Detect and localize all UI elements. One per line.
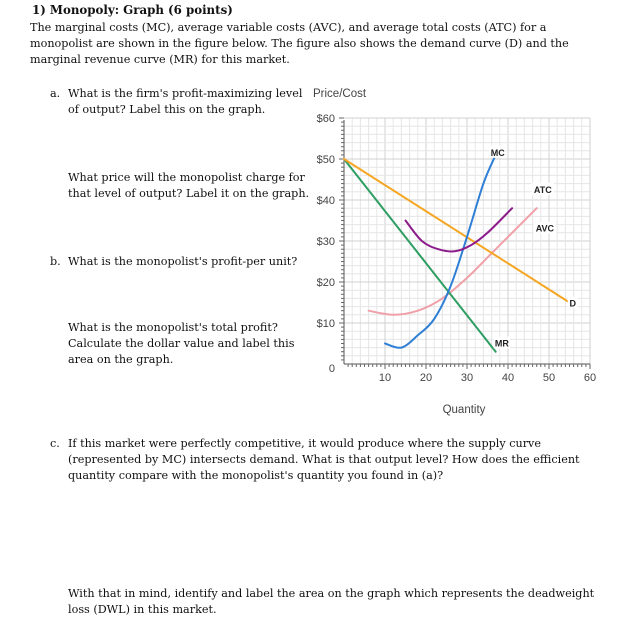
series-label-d: D [569,298,577,309]
question-b-line: What is the monopolist's profit-per unit? [68,255,298,268]
y-tick-label: $50 [316,154,335,166]
question-a2-line: that level of output? Label it on the graph. [68,187,310,200]
y-tick-label: $40 [316,195,335,207]
y-tick-label: $30 [316,236,335,248]
question-b2-line: area on the graph. [68,353,174,366]
y-axis-label: Price/Cost [313,88,367,100]
intro-line: marginal revenue curve (MR) for this market. [30,53,290,66]
question-c-line: If this market were perfectly competitive, it would produce where the supply curve [68,437,541,450]
x-tick-label: 10 [378,372,392,384]
question-b2-line: Calculate the dollar value and label this [68,337,295,350]
question-b2-line: What is the monopolist's total profit? [68,321,278,334]
question-c-line: (represented by MC) intersects demand. What is that output level? How does the efficient [68,453,580,466]
series-label-mr: MR [494,338,509,349]
x-tick-label: 50 [542,372,556,384]
x-tick-label: 60 [583,372,597,384]
question-c2-line: With that in mind, identify and label the area on the graph which represents the deadweight [68,587,595,600]
intro-line: The marginal costs (MC), average variable costs (AVC), and average total costs (ATC) for a [30,21,547,34]
question-a-line: of output? Label this on the graph. [68,103,266,116]
y-tick-label: $60 [316,113,335,125]
question-a-marker: a. [50,87,61,100]
question-c-line: quantity compare with the monopolist's quantity you found in (a)? [68,469,444,482]
x-tick-label: 40 [501,372,515,384]
series-label-avc: AVC [535,223,555,234]
series-label-mc: MC [490,147,505,158]
x-tick-label: 20 [419,372,433,384]
x-tick-label: 30 [460,372,474,384]
question-title: 1) Monopoly: Graph (6 points) [32,3,233,17]
series-label-atc: ATC [533,184,552,195]
y-tick-label: $20 [316,277,335,289]
question-c-marker: c. [50,437,60,450]
x-axis-label: Quantity [442,404,486,416]
intro-line: monopolist are shown in the figure below. The figure also shows the demand curve (D) and the [30,37,569,50]
y-tick-label: 0 [328,363,335,375]
y-tick-label: $10 [316,318,335,330]
question-b-marker: b. [50,255,61,268]
question-c2-line: loss (DWL) in this market. [68,603,217,616]
question-a-line: What is the firm's profit-maximizing level [68,87,303,100]
question-a2-line: What price will the monopolist charge for [68,171,305,184]
